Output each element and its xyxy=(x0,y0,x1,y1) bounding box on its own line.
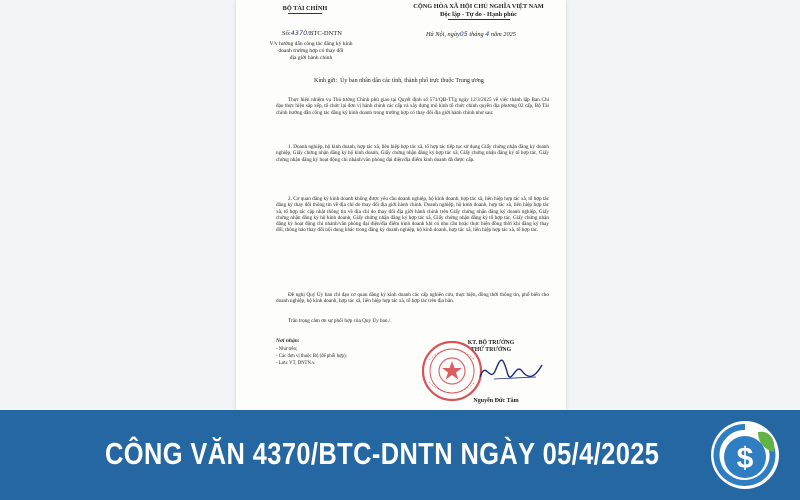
ministry-underline xyxy=(288,13,322,14)
closing-line: Trân trọng cảm ơn sự phối hợp của Quý Ủy ban./. xyxy=(288,318,392,324)
subject-line-2: doanh trường hợp có thay đổi xyxy=(278,48,344,54)
date-month: 4 xyxy=(485,31,490,38)
recipients-item-3: - Lưu: VT, DNTN.v. xyxy=(276,361,316,366)
number-suffix: /BTC-DNTN xyxy=(307,30,342,37)
motto-underline xyxy=(448,19,510,20)
signer-name: Nguyễn Đức Tâm xyxy=(473,398,519,404)
subject-line-3: địa giới hành chính xyxy=(289,55,333,61)
number-prefix: Số: xyxy=(282,30,291,37)
body-paragraph-2: 1. Doanh nghiệp, hộ kinh doanh, hợp tác xã, liên hiệp hợp tác xã, tổ hợp tác tiếp tục sử dụng Giấy chứng nhận đăng ký doanh nghiệp, Giấy chứng nhận đăng ký hộ kinh doanh, Giấy chứng nhận đăng ký hợp tác xã, Giấy chứng nhận đăng ký tổ hợp tác, Giấy chứng nhận đăng ký hoạt động chi nhánh/văn phòng đại diện/địa điểm kinh doanh đã được cấp. xyxy=(276,144,549,163)
recipient-name: Ủy ban nhân dân các tỉnh, thành phố trực thuộc Trung ương xyxy=(340,78,484,84)
date-prefix: Hà Nội, ngày xyxy=(426,31,460,38)
body-paragraph-1: Thực hiện nhiệm vụ Thủ tướng Chính phủ giao tại Quyết định số 571/QĐ-TTg ngày 12/3/2025 về việc thành lập Ban Chỉ đạo thực hiện sắp xếp, tổ chức lại đơn vị hành chính các cấp và xây dựng mô hình tổ chức chính quyền địa phương 02 cấp, Bộ Tài chính hướng dẫn công tác đăng ký kinh doanh trong trường hợp có thay đổi địa giới hành chính như sau: xyxy=(276,97,549,116)
banner-title: CÔNG VĂN 4370/BTC-DNTN NGÀY 05/4/2025 xyxy=(105,436,660,471)
signer-role-1: KT. BỘ TRƯỞNG xyxy=(467,340,515,346)
subject-line-1: V/v hướng dẫn công tác đăng ký kinh xyxy=(269,41,353,47)
recipients-title: Nơi nhận: xyxy=(276,338,300,344)
document-page xyxy=(236,0,566,410)
logo-symbol: $ xyxy=(736,442,754,475)
document-date xyxy=(426,31,516,38)
document-number xyxy=(282,30,342,37)
recipient xyxy=(314,78,484,85)
ministry-name: BỘ TÀI CHÍNH xyxy=(282,5,328,12)
number-handwritten: 4370 xyxy=(290,29,308,37)
date-month-label: tháng xyxy=(469,31,484,38)
dollar-leaf-logo-icon xyxy=(708,418,782,492)
date-year: năm 2025 xyxy=(490,31,516,38)
body-paragraph-3: 2. Cơ quan đăng ký kinh doanh không được yêu cầu doanh nghiệp, hộ kinh doanh, hợp tác xã, liên hiệp hợp tác xã, tổ hợp tác đăng ký thay đổi thông tin về địa chỉ do thay đổi địa giới hành chính. Doanh nghiệp, hộ kinh doanh, hợp tác xã, liên hiệp hợp tác xã, tổ hợp tác cập nhật thông tin về địa chỉ do thay đổi địa giới hành chính trên Giấy chứng nhận đăng ký doanh nghiệp, Giấy chứng nhận đăng ký hộ kinh doanh, Giấy chứng nhận đăng ký hợp tác xã, Giấy chứng nhận đăng ký tổ hợp tác, Giấy chứng nhận đăng ký hoạt động chi nhánh/văn phòng đại diện/địa điểm kinh doanh khi có nhu cầu hoặc thực hiện đồng thời khi đăng ký thay đổi, thông báo thay đổi nội dung khác trong đăng ký doanh nghiệp, hộ kinh doanh, hợp tác xã, liên hiệp hợp tác xã, tổ hợp tác. xyxy=(276,196,549,234)
recipients-item-2: - Các đơn vị thuộc Bộ (để phối hợp); xyxy=(276,354,347,359)
official-seal-icon xyxy=(421,340,483,402)
body-paragraph-4: Đề nghị Quý Ủy ban chỉ đạo cơ quan đăng ký kinh doanh các cấp nghiên cứu, thực hiện, đồng thời thông tin, phổ biến cho doanh nghiệp, hộ kinh doanh, hợp tác xã, liên hiệp hợp tác xã, tổ hợp tác trên địa bàn. xyxy=(276,292,549,305)
date-day: 05 xyxy=(459,31,468,38)
national-motto: Độc lập - Tự do - Hạnh phúc xyxy=(440,11,517,18)
recipient-label: Kính gửi: xyxy=(314,78,338,84)
signer-role-2: THỨ TRƯỞNG xyxy=(470,347,512,353)
recipients-item-1: - Như trên; xyxy=(276,347,298,352)
signature-icon xyxy=(476,355,546,387)
country-name: CỘNG HÒA XÃ HỘI CHỦ NGHĨA VIỆT NAM xyxy=(413,3,544,10)
